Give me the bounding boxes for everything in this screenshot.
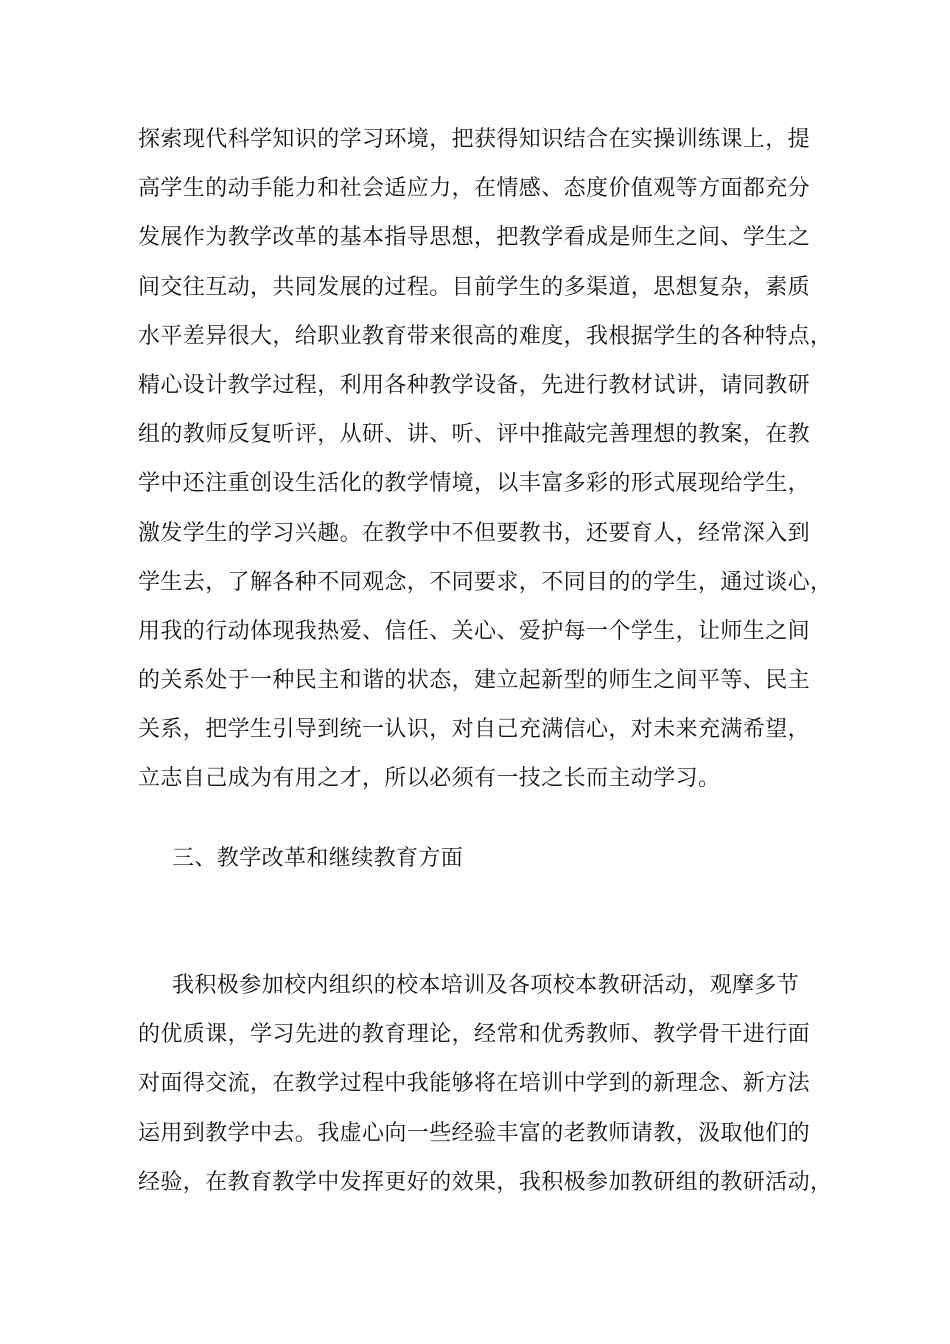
paragraph-line: 精心设计教学过程，利用各种教学设备，先进行教材试讲，请同教研 [138, 372, 811, 398]
paragraph-line: 运用到教学中去。我虚心向一些经验丰富的老教师请教，汲取他们的 [138, 1120, 811, 1146]
paragraph-line: 发展作为教学改革的基本指导思想，把教学看成是师生之间、学生之 [138, 225, 811, 251]
section-heading-text: 三、教学改革和继续教育方面 [172, 846, 464, 871]
paragraph-1 [138, 115, 833, 804]
paragraph-line: 用我的行动体现我热爱、信任、关心、爱护每一个学生，让师生之间 [138, 618, 811, 644]
section-heading [138, 834, 828, 883]
paragraph-line: 激发学生的学习兴趣。在教学中不但要教书，还要育人，经常深入到 [138, 520, 811, 546]
paragraph-2 [138, 961, 833, 1207]
paragraph-line: 立志自己成为有用之才，所以必须有一技之长而主动学习。 [138, 766, 721, 792]
paragraph-line: 经验，在教育教学中发挥更好的效果，我积极参加教研组的教研活动， [138, 1169, 833, 1195]
paragraph-line: 对面得交流，在教学过程中我能够将在培训中学到的新理念、新方法 [138, 1071, 811, 1097]
paragraph-line: 学生去，了解各种不同观念，不同要求，不同目的的学生，通过谈心， [138, 569, 833, 595]
paragraph-line: 的优质课，学习先进的教育理论，经常和优秀教师、教学骨干进行面 [138, 1022, 811, 1048]
paragraph-line: 学中还注重创设生活化的教学情境，以丰富多彩的形式展现给学生， [138, 471, 811, 497]
paragraph-line: 的关系处于一种民主和谐的状态，建立起新型的师生之间平等、民主 [138, 668, 811, 694]
paragraph-line: 关系，把学生引导到统一认识，对自己充满信心，对未来充满希望， [138, 717, 811, 743]
paragraph-line: 探索现代科学知识的学习环境，把获得知识结合在实操训练课上，提 [138, 127, 811, 152]
paragraph-line: 间交往互动，共同发展的过程。目前学生的多渠道，思想复杂，素质 [138, 274, 811, 300]
paragraph-line: 水平差异很大，给职业教育带来很高的难度，我根据学生的各种特点， [138, 323, 833, 349]
paragraph-line: 高学生的动手能力和社会适应力，在情感、态度价值观等方面都充分 [138, 176, 811, 202]
paragraph-line: 我积极参加校内组织的校本培训及各项校本教研活动，观摩多节 [172, 973, 800, 998]
paragraph-line: 组的教师反复听评，从研、讲、听、评中推敲完善理想的教案，在教 [138, 422, 811, 448]
